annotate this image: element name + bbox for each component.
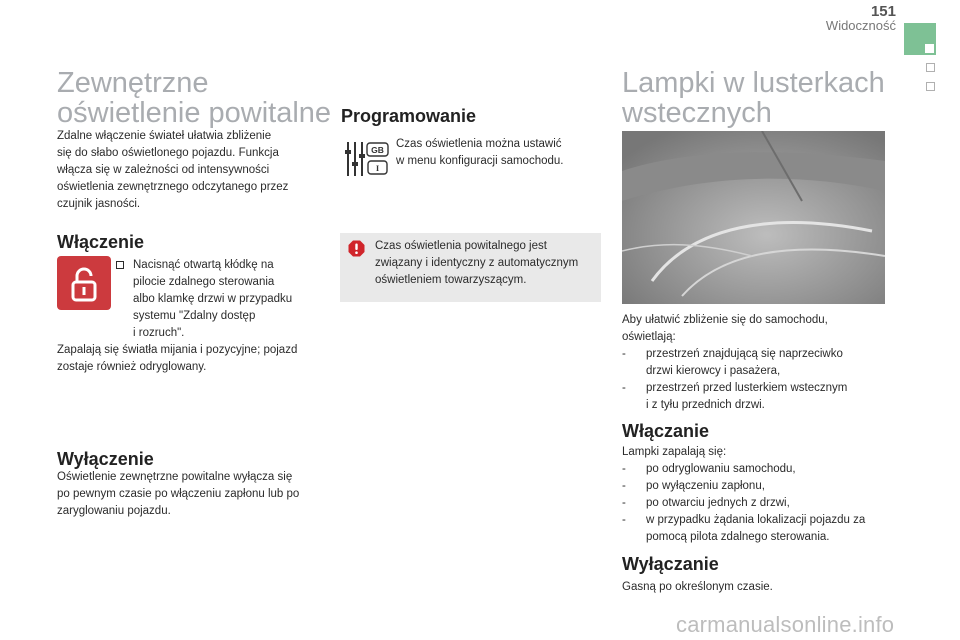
text-line: pomocą pilota zdalnego sterowania. bbox=[646, 531, 830, 543]
programming-text bbox=[396, 136, 606, 170]
mirror-lamp-photo bbox=[622, 131, 885, 304]
list-item: - przestrzeń znajdującą się naprzeciwko drzwi kierowcy i pasażera, bbox=[622, 346, 892, 380]
text-line: Oświetlenie zewnętrzne powitalne wyłącza się bbox=[57, 471, 293, 483]
right-title-line2: wstecznych bbox=[622, 97, 772, 129]
right-title-line1: Lampki w lusterkach bbox=[622, 67, 885, 99]
chapter-tab-square-icon bbox=[925, 44, 934, 53]
text-line: przestrzeń znajdującą się naprzeciwko bbox=[646, 348, 843, 360]
on-steps bbox=[116, 257, 326, 342]
text-line: oświetlają: bbox=[622, 331, 676, 343]
on-list bbox=[622, 444, 897, 546]
list-item: - po odryglowaniu samochodu, bbox=[622, 461, 897, 478]
text-line: po wyłączeniu zapłonu, bbox=[646, 480, 765, 492]
chapter-tab-empty[interactable] bbox=[926, 82, 935, 91]
text-line: oświetlenia zewnętrznego odczytanego przez bbox=[57, 181, 289, 193]
list-item: - w przypadku żądania lokalizacji pojazdu za pomocą pilota zdalnego sterowania. bbox=[622, 512, 897, 546]
settings-icon-label: GB bbox=[371, 145, 384, 155]
chapter-tab-empty[interactable] bbox=[926, 63, 935, 72]
text-line: związany i identyczny z automatycznym bbox=[375, 257, 579, 269]
text-line: Lampki zapalają się: bbox=[622, 446, 727, 458]
text-line: i rozruch". bbox=[133, 327, 185, 339]
list-item: - przestrzeń przed lusterkiem wstecznym i z tyłu przednich drzwi. bbox=[622, 380, 892, 414]
text-line: w menu konfiguracji samochodu. bbox=[396, 155, 564, 167]
text-line: włącza się w zależności od intensywności bbox=[57, 164, 270, 176]
warning-text bbox=[375, 238, 597, 289]
list-item: - po otwarciu jednych z drzwi, bbox=[622, 495, 897, 512]
settings-sliders-icon bbox=[344, 140, 390, 178]
warning-icon bbox=[348, 240, 365, 257]
watermark: carmanualsonline.info bbox=[676, 612, 895, 637]
heading-wlaczenie: Włączenie bbox=[57, 232, 145, 252]
remote-unlock-icon bbox=[57, 256, 111, 310]
text-line: Czas oświetlenia można ustawić bbox=[396, 138, 562, 150]
text-line: Nacisnąć otwartą kłódkę na bbox=[133, 259, 274, 271]
right-intro bbox=[622, 312, 892, 414]
text-line: zostaje również odryglowany. bbox=[57, 361, 207, 373]
chapter-tab[interactable] bbox=[904, 23, 936, 55]
text-line: Aby ułatwić zbliżenie się do samochodu, bbox=[622, 314, 828, 326]
left-title-line2: oświetlenie powitalne bbox=[57, 97, 332, 129]
heading-wlaczanie: Włączanie bbox=[622, 421, 710, 441]
left-title-line1: Zewnętrzne bbox=[57, 67, 209, 99]
text-line: po otwarciu jednych z drzwi, bbox=[646, 497, 790, 509]
text-line: przestrzeń przed lusterkiem wstecznym bbox=[646, 382, 848, 394]
heading-wylaczenie: Wyłączenie bbox=[57, 449, 154, 469]
text-line: systemu "Zdalny dostęp bbox=[133, 310, 256, 322]
text-line: po odryglowaniu samochodu, bbox=[646, 463, 796, 475]
text-line: albo klamkę drzwi w przypadku bbox=[133, 293, 293, 305]
text-line: drzwi kierowcy i pasażera, bbox=[646, 365, 781, 377]
text-line: oświetleniem towarzyszącym. bbox=[375, 274, 527, 286]
text-line: Zdalne włączenie świateł ułatwia zbliżenie bbox=[57, 130, 272, 142]
heading-programowanie: Programowanie bbox=[341, 106, 477, 126]
text-line: Czas oświetlenia powitalnego jest bbox=[375, 240, 547, 252]
settings-icon-label: I bbox=[375, 163, 380, 173]
text-line: i z tyłu przednich drzwi. bbox=[646, 399, 765, 411]
heading-wylaczanie: Wyłączanie bbox=[622, 554, 719, 574]
off-text-right: Gasną po określonym czasie. bbox=[622, 581, 773, 593]
left-intro bbox=[57, 128, 327, 213]
off-text bbox=[57, 469, 332, 520]
text-line: po pewnym czasie po włączeniu zapłonu lub po bbox=[57, 488, 300, 500]
text-line: się do słabo oświetlonego pojazdu. Funkcja bbox=[57, 147, 279, 159]
section-name: Widoczność bbox=[825, 18, 896, 33]
text-line: czujnik jasności. bbox=[57, 198, 141, 210]
checkbox-bullet-icon bbox=[116, 261, 124, 269]
text-line: w przypadku żądania lokalizacji pojazdu za bbox=[646, 514, 866, 526]
page-number: 151 bbox=[870, 3, 896, 20]
text-line: pilocie zdalnego sterowania bbox=[133, 276, 275, 288]
text-line: Zapalają się światła mijania i pozycyjne; pojazd bbox=[57, 344, 298, 356]
list-item: - po wyłączeniu zapłonu, bbox=[622, 478, 897, 495]
on-result bbox=[57, 342, 327, 376]
text-line: zaryglowaniu pojazdu. bbox=[57, 505, 171, 517]
